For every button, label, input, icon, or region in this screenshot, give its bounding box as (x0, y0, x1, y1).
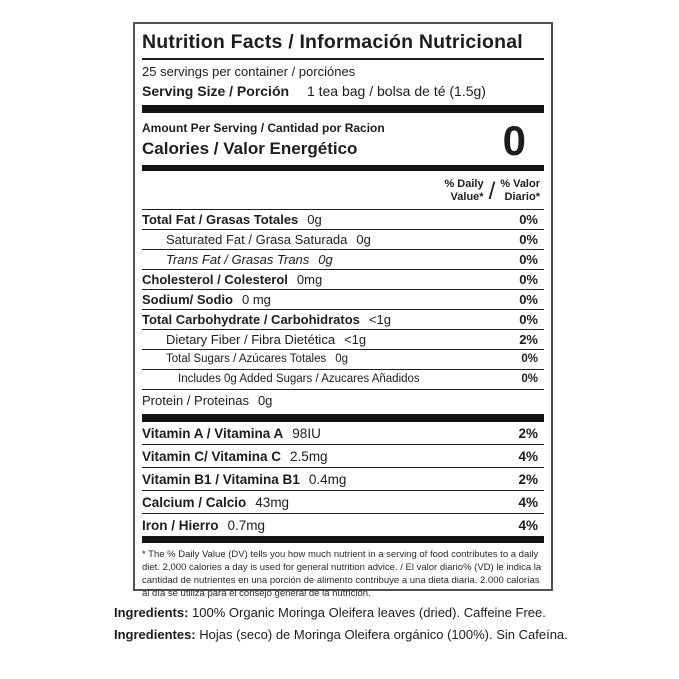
separator-bar (142, 414, 544, 422)
serving-size-value: 1 tea bag / bolsa de té (1.5g) (306, 83, 486, 99)
calories-section (142, 117, 544, 162)
separator-bar (142, 536, 544, 543)
calories-label: Calories / Valor Energético (142, 139, 358, 158)
label-title: Nutrition Facts / Información Nutricional (142, 31, 523, 53)
dv-header-es-line1: % Valor (500, 178, 540, 190)
nutrient-rows (142, 210, 544, 412)
ingredients-block (114, 602, 584, 645)
separator-bar (142, 105, 544, 113)
servings-per-container: 25 servings per container / porciónes (142, 64, 356, 79)
nutrient-row-protein: Protein / Proteinas 0g (142, 393, 273, 408)
nutrition-facts-label (133, 22, 553, 599)
ingredients-line-en (114, 602, 584, 624)
nutrient-row-sodium: Sodium/ Sodio 0 mg 0% (142, 290, 544, 310)
nutrient-row-trans-fat: Trans Fat / Grasas Trans 0g 0% (142, 250, 544, 270)
calories-value: 0 (502, 117, 526, 164)
nutrient-row-dietary-fiber: Dietary Fiber / Fibra Dietética <1g 2% (142, 330, 544, 350)
dv-header-en-line2: Value* (450, 191, 484, 203)
dv-header-slash: / (488, 178, 496, 205)
dv-header-es (500, 178, 540, 204)
ingredients-label-en: Ingredients: (114, 605, 189, 620)
vitamin-rows (142, 422, 544, 536)
dv-header-en-line1: % Daily (444, 178, 484, 190)
ingredients-label-es: Ingredientes: (114, 626, 196, 642)
ingredients-text-en: 100% Organic Moringa Oleifera leaves (dried). Caffeine Free. (192, 605, 546, 620)
title-divider (142, 58, 544, 60)
vitamin-row-vitamin-b1: Vitamin B1 / Vitamina B1 0.4mg 2% (142, 468, 544, 491)
separator-bar (142, 165, 544, 171)
nutrient-row-saturated-fat: Saturated Fat / Grasa Saturada 0g 0% (142, 230, 544, 250)
vitamin-row-calcium: Calcium / Calcio 43mg 4% (142, 491, 544, 514)
nutrient-row-total-carbohydrate: Total Carbohydrate / Carbohidratos <1g 0% (142, 310, 544, 330)
daily-value-footnote: * The % Daily Value (DV) tells you how much nutrient in a serving of food contributes to a daily diet. 2,000 calories a day is used for general nutrition advice. / El valor diario% (VD) le indica la cantidad de nutrientes en una porción de alimento contribuye a una dieta diaria. 2.000 calorías al día se utiliza para el consejo general de la nutrición. (142, 549, 542, 599)
nutrient-row-added-sugars: Includes 0g Added Sugars / Azucares Añadidos 0% (142, 370, 544, 390)
vitamin-row-vitamin-a: Vitamin A / Vitamina A 98IU 2% (142, 422, 544, 445)
dv-header-en (444, 178, 483, 204)
ingredients-line-es (114, 624, 584, 646)
ingredients-text-es: Hojas (seco) de Moringa Oleifera orgánico (100%). Sin Cafeína. (199, 626, 568, 642)
daily-value-header (142, 173, 544, 210)
serving-size-label: Serving Size / Porción (142, 83, 290, 99)
serving-size-row (142, 81, 544, 101)
amount-per-serving: Amount Per Serving / Cantidad por Racion (142, 121, 385, 135)
nutrient-row-total-fat: Total Fat / Grasas Totales 0g 0% (142, 210, 544, 230)
nutrient-row-total-sugars: Total Sugars / Azúcares Totales 0g 0% (142, 350, 544, 370)
vitamin-row-iron: Iron / Hierro 0.7mg 4% (142, 517, 538, 533)
dv-header-es-line2: Diario* (504, 191, 540, 203)
nutrient-row-cholesterol: Cholesterol / Colesterol 0mg 0% (142, 270, 544, 290)
vitamin-row-vitamin-c: Vitamin C/ Vitamina C 2.5mg 4% (142, 445, 544, 468)
